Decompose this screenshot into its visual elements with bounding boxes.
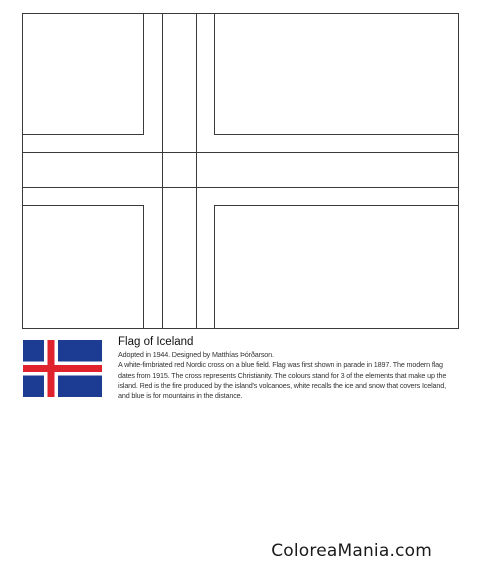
outline-field-top-right: [215, 14, 459, 135]
flag-description-line-1: A white-fimbriated red Nordic cross on a blue field. Flag was first shown in parade in 1897. The modern flag: [118, 360, 443, 370]
flag-description-line-2: dates from 1915. The cross represents Christianity. The colours stand for 3 of the elements that make up the: [118, 370, 447, 380]
outline-cross-center: [163, 153, 196, 187]
flag-coloring-outline: [22, 13, 459, 329]
outline-field-bottom-right: [215, 206, 459, 329]
outline-field-bottom-left: [23, 206, 144, 329]
flag-red-cross-horizontal: [23, 365, 102, 372]
flag-description-line-3: island. Red is the fire produced by the island's volcanoes, white recalls the ice and snow that covers Iceland,: [118, 380, 446, 390]
flag-adopted: Adopted in 1944. Designed by Matthías Þórðarson.: [118, 350, 274, 359]
outline-flag-border: [23, 14, 459, 329]
site-logo[interactable]: ColoreaMania.com: [271, 541, 432, 561]
flag-info: [118, 336, 460, 401]
flag-title: Flag of Iceland: [118, 336, 194, 348]
iceland-flag-color: [23, 340, 102, 397]
outline-cross-horizontal: [23, 153, 459, 188]
outline-strokes: [23, 14, 459, 329]
flag-description-line-4: and blue is for mountains in the distance.: [118, 391, 243, 401]
outline-field-top-left: [23, 14, 144, 135]
